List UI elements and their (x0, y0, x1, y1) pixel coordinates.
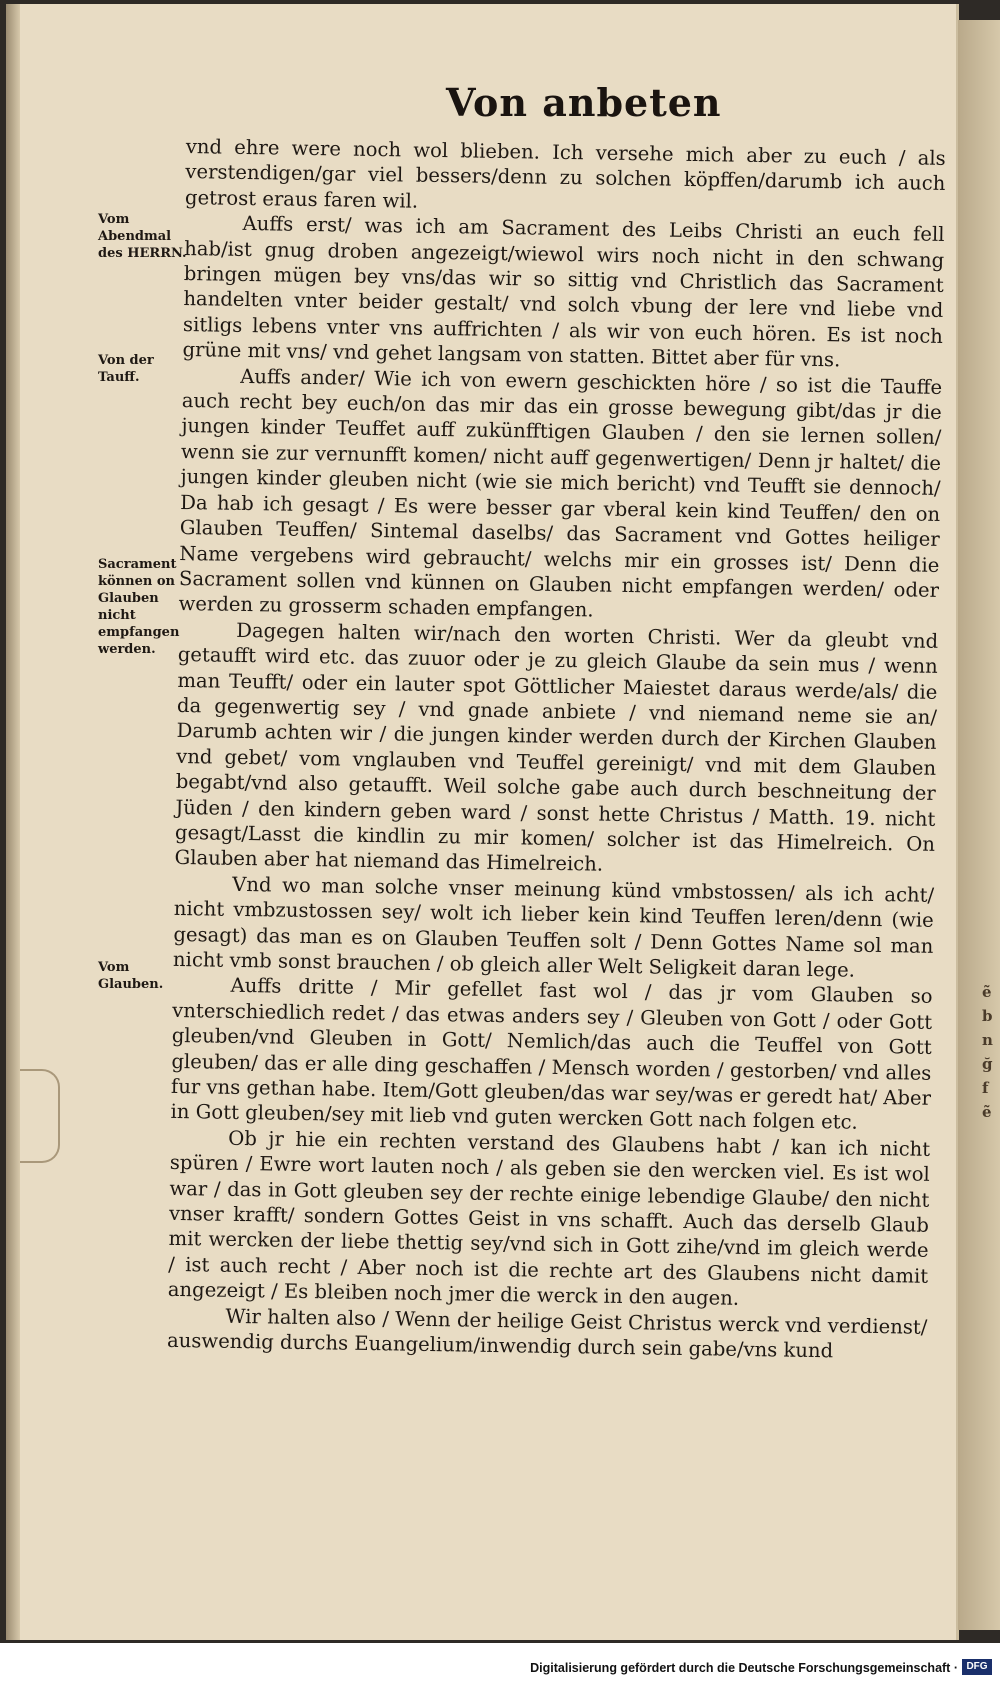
margin-note-glauben: Vom Glauben. (98, 960, 164, 992)
footer-bar (0, 1643, 1000, 1693)
footer-credit: Digitalisierung gefördert durch die Deutsche Forschungsgemeinschaft · (530, 1661, 958, 1675)
paragraph: Auffs ander/ Wie ich von ewern geschickten höre / so ist die Tauffe auch recht bey euch/on das mir das ein grosse bewegung gibt/das jr die jungen kinder Teuffet auff zukünfftigen Glauben / den sie lernen sollen/ wenn sie zur vernunfft komen/ nicht auff gegenwertigen/ Denn jr haltet/ die jungen kinder gleuben nicht (wie sie mich bericht) vnd Teufft sie dennoch/ Da hab ich gesagt / Es were besser gar vberal kein kind Teuffen/ den on Glauben Teuffen/ Sintemal daselbs/ das Sacrament vnd Gottes heiliger Name vergebens wird gebraucht/ welchs mir ein grosses ist/ Denn die Sacrament sollen vnd künnen on Glauben nicht empfangen werden/ oder werden zu grosserm schaden empfangen. (178, 364, 943, 622)
page-clip (20, 1069, 60, 1163)
paragraph: Auffs dritte / Mir gefellet fast wol / das jr vom Glauben so vnterschiedlich redet / das etwas anders sey / Gleuben von Gott / oder Gott gleuben/vnd Gleuben in Gott/ Nemlich/das auch die Teuffel von Gott gleuben/ das er alle ding geschaffen / Mensch worden / gestorben/ vnd alles fur vns gethan habe. Item/Gott gleuben/das war sey/was er geredt hat/ Aber in Gott gleuben/sey mit lieb vnd guten wercken Gott nach folgen etc. (170, 974, 933, 1135)
margin-note-sacrament: Sacrament können on Glauben nicht empfangen werden. (98, 557, 180, 657)
page-title: Von anbeten (446, 80, 722, 125)
margin-note-abendmal: Vom Abendmal des HERRN. (98, 212, 187, 261)
margin-note-tauff: Von der Tauff. (98, 353, 154, 385)
page-left-edge (6, 4, 20, 1640)
facing-page-edge (958, 20, 1000, 1630)
paragraph: Wir halten also / Wenn der heilige Geist Christus werck vnd verdienst/ auswendig durchs Euangelium/inwendig durch sein gabe/vns kund (166, 1304, 928, 1363)
paragraph: vnd ehre were noch wol blieben. Ich versehe mich aber zu euch / als verstendigen/gar viel bessers/denn zu solchen köpffen/darumb ich auch getrost eraus faren wil. (184, 134, 946, 213)
dfg-logo: DFG (962, 1659, 992, 1675)
facing-page-marks: ẽ b n ğ f ẽ (982, 983, 993, 1121)
paragraph: Ob jr hie ein rechten verstand des Glaubens habt / kan ich nicht spüren / Ewre wort lauten noch / als geben sie den wercken viel. Es ist wol war / das in Gott gleuben sey der rechte einige lebendige Glaube/ den nicht vnser krafft/ sondern Gottes Geist in vns schafft. Auch das derselb Glaub mit wercken der liebe thettig sey/vnd sich in Gott zihe/vnd im gleich werde / ist auch recht / Aber noch ist die rechte art des Glaubens nicht damit angezeigt / Es bleiben noch jmer die werck in den augen. (167, 1126, 931, 1311)
book-page (6, 4, 959, 1640)
paragraph: Auffs erst/ was ich am Sacrament des Leibs Christi an euch fell hab/ist gnug droben angezeigt/wiewol wirs noch nicht in den schwang bringen mügen bey vns/das wir so sittig vnd Christlich das Sacrament handelten vnter beider gestalt/ vnd solch vbung der lere vnd liebe vnd sitligs lebens vnter vns auffrichten / als wir von euch hören. Es ist noch grüne mit vns/ vnd gehet langsam von statten. Bittet aber für vns. (182, 212, 945, 372)
body-text (167, 134, 946, 1365)
paragraph: Dagegen halten wir/nach den worten Christi. Wer da gleubt vnd getaufft wird etc. das zuuor oder je zu gleich Glaube da sein mus / wenn man Teufft/ oder ein lauter spot Göttlicher Maiestet daraus werde/als/ die da gegenwertig sey / vnd gnade anbiete / vnd niemand neme sie an/ Darumb achten wir / die jungen kinder werden durch der Kirchen Glauben vnd gebet/ vom vnglauben vnd Teuffel gereinigt/ vnd mit dem Glauben begabt/vnd also getaufft. Weil solche gabe auch durch beschneitung der Jüden / den kindern geben ward / sonst hette Christus / Matth. 19. nicht gesagt/Lasst die kindlin zu mir komen/ solcher ist das Himelreich. On Glauben aber hat niemand das Himelreich. (174, 618, 939, 877)
paragraph: Vnd wo man solche vnser meinung künd vmbstossen/ als ich acht/ nicht vmbzustossen sey/ wolt ich lieber kein kind Teuffen leren/denn (wie gesagt) das man es on Glauben Teuffen solt / Denn Gottes Name sol man nicht vmb sonst brauchen / ob gleich aller Welt Seligkeit daran lege. (172, 872, 935, 982)
